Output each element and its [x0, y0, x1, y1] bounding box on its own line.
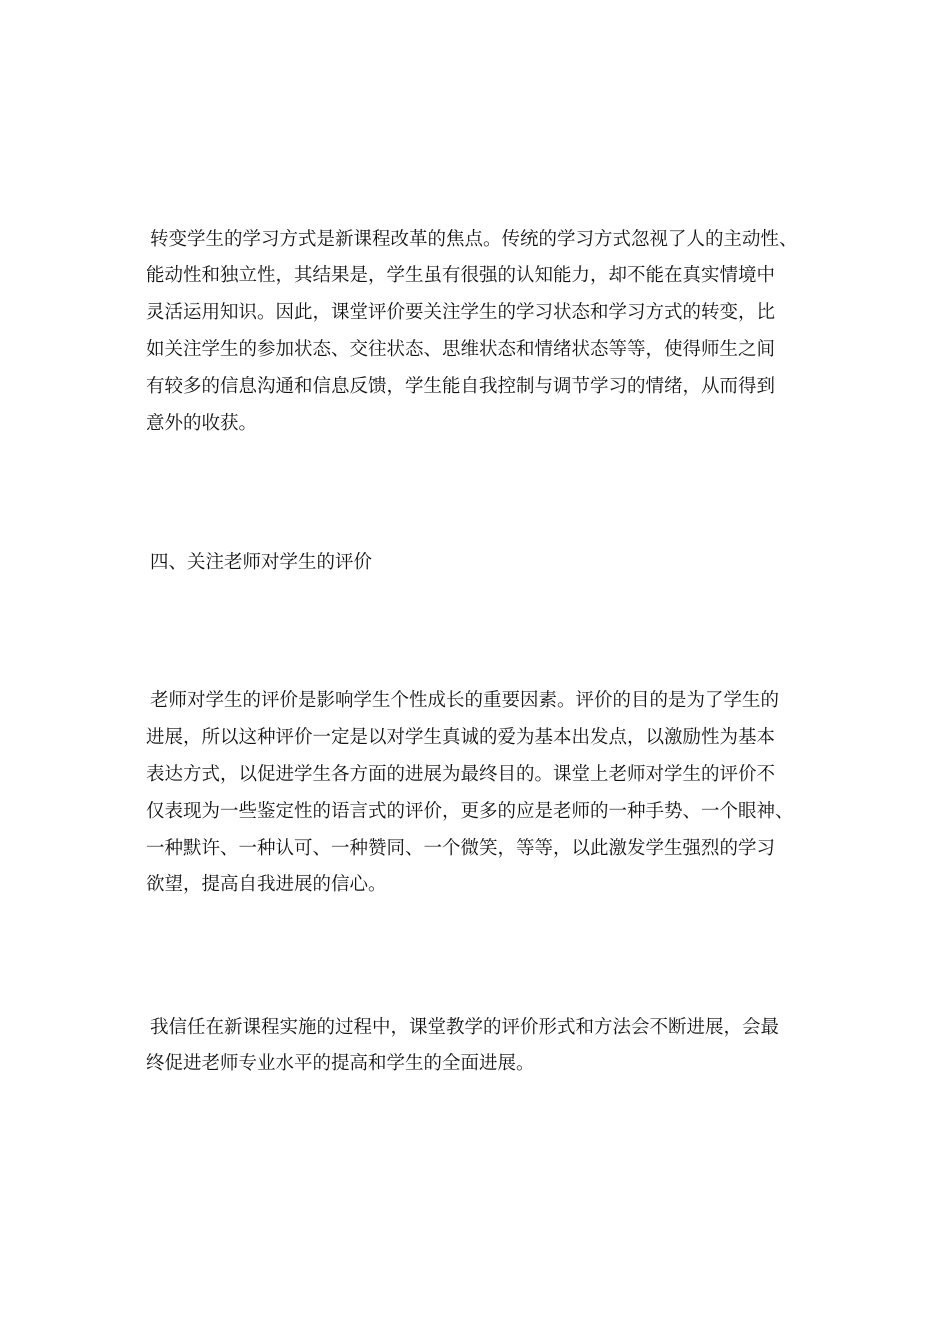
paragraph-1-line-6: 意外的收获。: [146, 413, 258, 434]
paragraph-2-line-5: 一种默许、一种认可、一种赞同、一个微笑，等等，以此激发学生强烈的学习: [146, 838, 776, 859]
paragraph-3-line-2: 终促进老师专业水平的提高和学生的全面进展。: [146, 1053, 535, 1074]
paragraph-1-line-1: 转变学生的学习方式是新课程改革的焦点。传统的学习方式忽视了人的主动性、: [150, 229, 798, 250]
paragraph-2-line-6: 欲望，提高自我进展的信心。: [146, 874, 387, 895]
paragraph-1-line-4: 如关注学生的参加状态、交往状态、思维状态和情绪状态等等，使得师生之间: [146, 339, 776, 360]
paragraph-2-line-3: 表达方式，以促进学生各方面的进展为最终目的。课堂上老师对学生的评价不: [146, 764, 776, 785]
paragraph-1-line-2: 能动性和独立性，其结果是，学生虽有很强的认知能力，却不能在真实情境中: [146, 265, 776, 286]
paragraph-1-line-3: 灵活运用知识。因此，课堂评价要关注学生的学习状态和学习方式的转变，比: [146, 302, 776, 323]
section-heading: 四、关注老师对学生的评价: [150, 552, 373, 573]
paragraph-2-line-1: 老师对学生的评价是影响学生个性成长的重要因素。评价的目的是为了学生的: [150, 690, 780, 711]
paragraph-2-line-4: 仅表现为一些鉴定性的语言式的评价，更多的应是老师的一种手势、一个眼神、: [146, 801, 794, 822]
paragraph-3-line-1: 我信任在新课程实施的过程中，课堂教学的评价形式和方法会不断进展，会最: [150, 1017, 780, 1038]
paragraph-2-line-2: 进展，所以这种评价一定是以对学生真诚的爱为基本出发点，以激励性为基本: [146, 727, 776, 748]
paragraph-1-line-5: 有较多的信息沟通和信息反馈，学生能自我控制与调节学习的情绪，从而得到: [146, 376, 776, 397]
